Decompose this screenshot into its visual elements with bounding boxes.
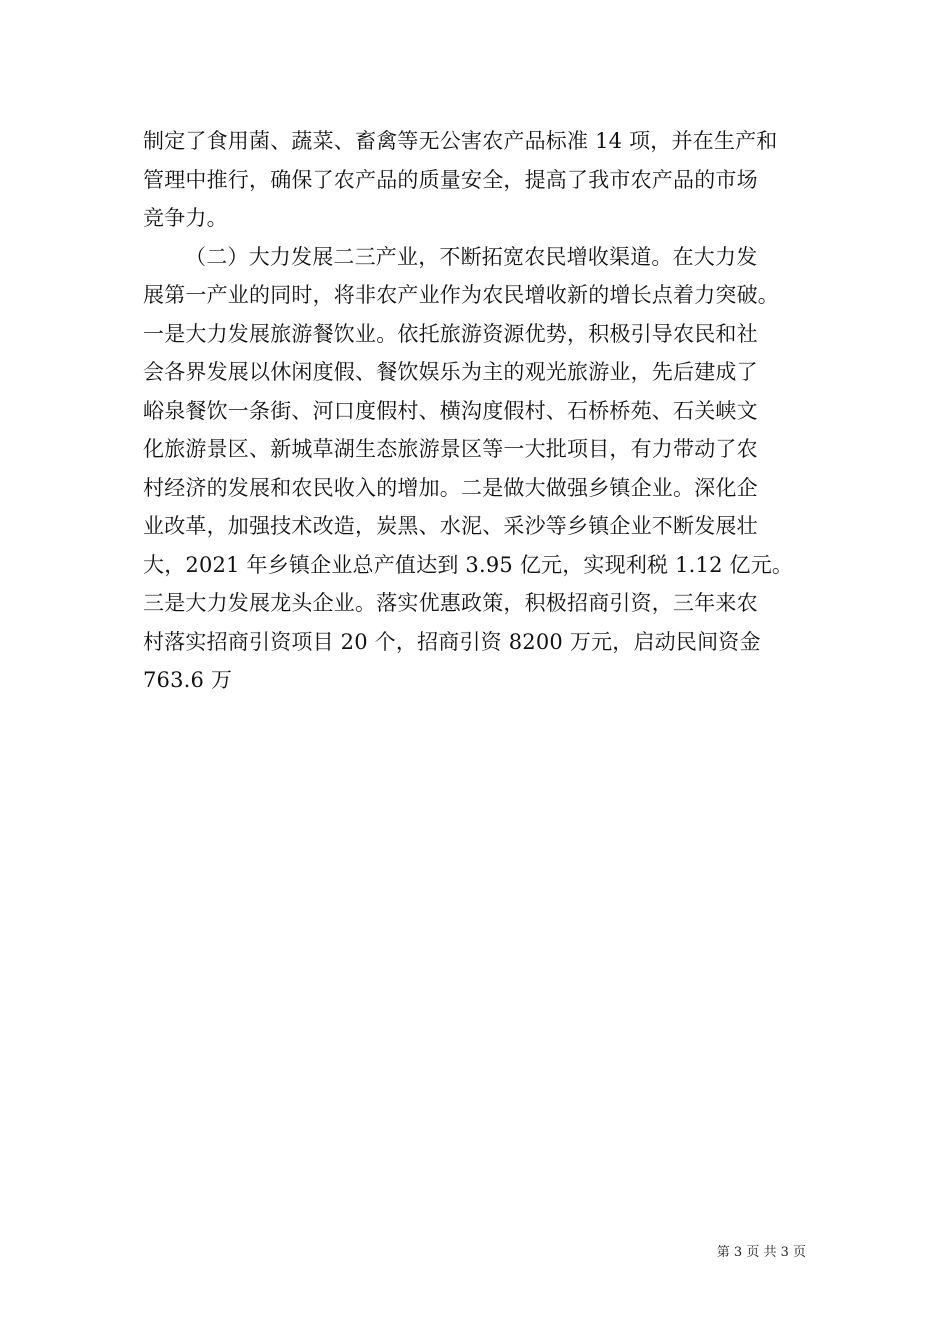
text-line: 大，2021 年乡镇企业总产值达到 3.95 亿元，实现利税 1.12 亿元。 <box>143 552 794 577</box>
text-line: 制定了食用菌、蔬菜、畜禽等无公害农产品标准 14 项，并在生产和 <box>143 129 778 153</box>
text-line: 竞争力。 <box>143 206 228 230</box>
text-line: 管理中推行，确保了农产品的质量安全，提高了我市农产品的市场 <box>143 167 758 192</box>
text-line: 村落实招商引资项目 20 个，招商引资 8200 万元，启动民间资金 <box>143 629 761 654</box>
page-number: 第 3 页 共 3 页 <box>716 1245 806 1260</box>
paragraph-first-line: （二）大力发展二三产业，不断拓宽农民增收渠道。在大力发 <box>185 244 758 269</box>
text-line: 化旅游景区、新城草湖生态旅游景区等一大批项目，有力带动了农 <box>143 437 758 461</box>
text-line: 展第一产业的同时，将非农产业作为农民增收新的增长点着力突破。 <box>143 283 779 307</box>
document-body <box>143 122 815 700</box>
text-line: 三是大力发展龙头企业。落实优惠政策，积极招商引资，三年来农 <box>143 591 758 615</box>
text-line: 一是大力发展旅游餐饮业。依托旅游资源优势，积极引导农民和社 <box>143 321 758 346</box>
text-line: 村经济的发展和农民收入的增加。二是做大做强乡镇企业。深化企 <box>143 475 758 500</box>
text-line: 会各界发展以休闲度假、餐饮娱乐为主的观光旅游业，先后建成了 <box>143 360 758 384</box>
text-line: 763.6 万 <box>143 668 233 692</box>
text-line: 峪泉餐饮一条街、河口度假村、横沟度假村、石桥桥苑、石关峡文 <box>143 398 758 423</box>
text-line: 业改革，加强技术改造，炭黑、水泥、采沙等乡镇企业不断发展壮 <box>143 514 758 538</box>
